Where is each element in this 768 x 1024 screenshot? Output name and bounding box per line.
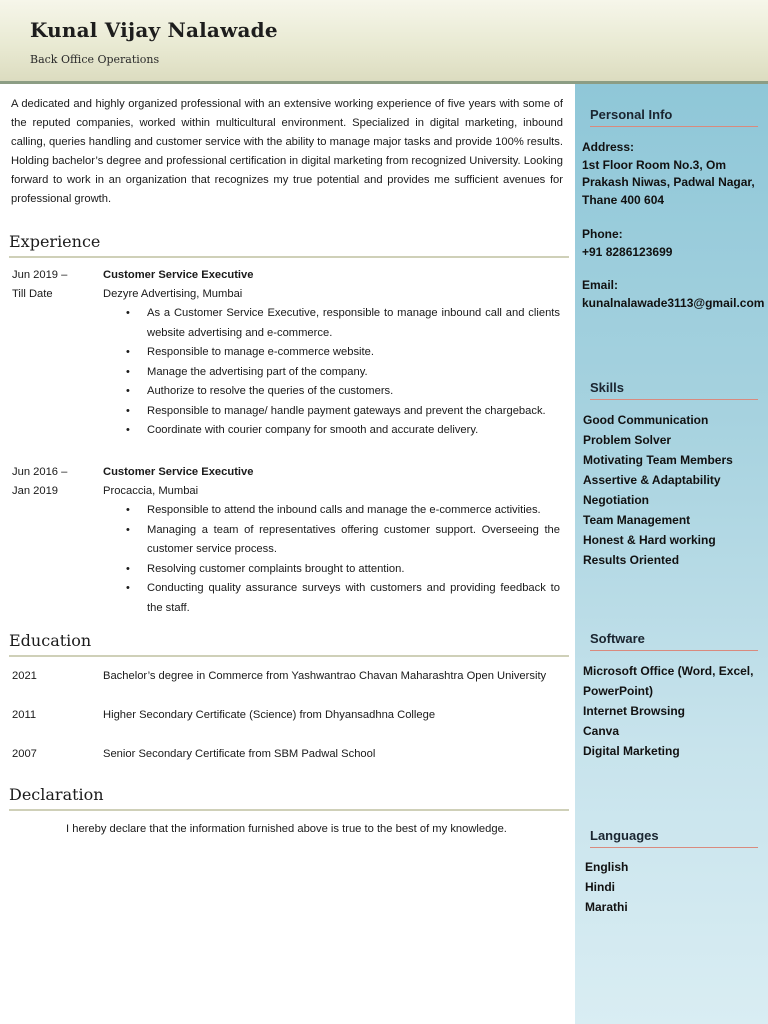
resume-header — [0, 0, 768, 84]
job-title: Customer Service Executive — [103, 269, 254, 281]
address-label: Address: — [582, 140, 635, 154]
job-duty: • As a Customer Service Executive, responsible to manage inbound call and clients website advertising and e-commerce. — [147, 304, 560, 343]
job-company: Dezyre Advertising, Mumbai — [103, 288, 243, 300]
job-date-to: Till Date — [12, 288, 53, 300]
skill-item: Results Oriented — [583, 553, 680, 567]
job-duty: • Manage the advertising part of the company. — [147, 363, 560, 383]
phone-block — [582, 226, 766, 261]
skills-heading: Skills — [590, 380, 758, 400]
skill-item: Honest & Hard working — [583, 533, 716, 547]
experience-heading: Experience — [9, 232, 569, 258]
education-year: 2011 — [12, 709, 37, 721]
job-date-from: Jun 2019 – — [12, 269, 68, 281]
professional-summary: A dedicated and highly organized professional with an extensive working experience of five years with some of the reputed companies, worked within multicultural environment. Specialized in digital marketing, inbound calling, queries handling and customer service with the ability to manage major tasks and provide 100% results. Holding bachelor’s degree and professional certification in digital marketing from recognized University. Looking forward to work in an organization that recognizes my true potential and provides me sufficient avenues for professional growth. — [11, 98, 563, 205]
job-duty: • Managing a team of representatives offering customer support. Overseeing the customer service process. — [147, 521, 560, 560]
personal-info-heading: Personal Info — [590, 107, 758, 127]
declaration-text: I hereby declare that the information furnished above is true to the best of my knowledge. — [66, 823, 507, 835]
software-heading: Software — [590, 631, 758, 651]
software-item: Microsoft Office (Word, Excel, — [583, 664, 754, 678]
email-label: Email: — [582, 278, 619, 292]
candidate-name: Kunal Vijay Nalawade — [30, 18, 278, 42]
phone-label: Phone: — [582, 227, 623, 241]
skills-list — [583, 410, 767, 570]
skill-item: Team Management — [583, 513, 691, 527]
email-block — [582, 277, 766, 312]
job-duty: • Resolving customer complaints brought to attention. — [147, 560, 560, 580]
job-dates — [12, 463, 92, 501]
skill-item: Negotiation — [583, 493, 649, 507]
job-duty: • Coordinate with courier company for smooth and accurate delivery. — [147, 421, 560, 441]
job-duties — [147, 304, 560, 441]
languages-list — [585, 857, 768, 917]
job-date-to: Jan 2019 — [12, 485, 59, 497]
job-duty: • Authorize to resolve the queries of the customers. — [147, 382, 560, 402]
address-line: 1st Floor Room No.3, Om — [582, 157, 727, 172]
skill-item: Problem Solver — [583, 433, 672, 447]
declaration-heading: Declaration — [9, 785, 569, 811]
address-block — [582, 139, 766, 209]
skill-item: Motivating Team Members — [583, 453, 733, 467]
software-item: Canva — [583, 724, 620, 738]
address-line: Thane 400 604 — [582, 192, 665, 207]
language-item: Marathi — [585, 900, 628, 914]
job-duty: • Responsible to manage e-commerce website. — [147, 343, 560, 363]
job-duties — [147, 501, 560, 618]
language-item: Hindi — [585, 880, 615, 894]
job-duty: • Responsible to attend the inbound calls and manage the e-commerce activities. — [147, 501, 560, 521]
software-item: PowerPoint) — [583, 684, 654, 698]
candidate-role: Back Office Operations — [30, 53, 160, 66]
job-title: Customer Service Executive — [103, 466, 254, 478]
education-year: 2021 — [12, 670, 37, 682]
job-duty: • Conducting quality assurance surveys with customers and providing feedback to the staff. — [147, 579, 560, 618]
education-desc: Senior Secondary Certificate from SBM Padwal School — [103, 748, 376, 760]
address-line: Prakash Niwas, Padwal Nagar, — [582, 175, 755, 189]
skill-item: Good Communication — [583, 413, 709, 427]
phone-number: +91 8286123699 — [582, 244, 673, 259]
job-company: Procaccia, Mumbai — [103, 485, 199, 497]
sidebar — [575, 84, 768, 1024]
education-desc: Bachelor’s degree in Commerce from Yashwantrao Chavan Maharashtra Open University — [103, 670, 547, 682]
software-item: Internet Browsing — [583, 704, 686, 718]
education-desc: Higher Secondary Certificate (Science) from Dhyansadhna College — [103, 709, 436, 721]
education-year: 2007 — [12, 748, 37, 760]
job-date-from: Jun 2016 – — [12, 466, 68, 478]
job-duty: • Responsible to manage/ handle payment gateways and prevent the chargeback. — [147, 402, 560, 422]
skill-item: Assertive & Adaptability — [583, 473, 721, 487]
job-dates — [12, 266, 92, 304]
language-item: English — [585, 860, 629, 874]
software-item: Digital Marketing — [583, 744, 680, 758]
software-list — [583, 661, 767, 761]
email-address[interactable]: kunalnalawade3113@gmail.com — [582, 295, 765, 310]
languages-heading: Languages — [590, 828, 758, 848]
education-heading: Education — [9, 631, 569, 657]
